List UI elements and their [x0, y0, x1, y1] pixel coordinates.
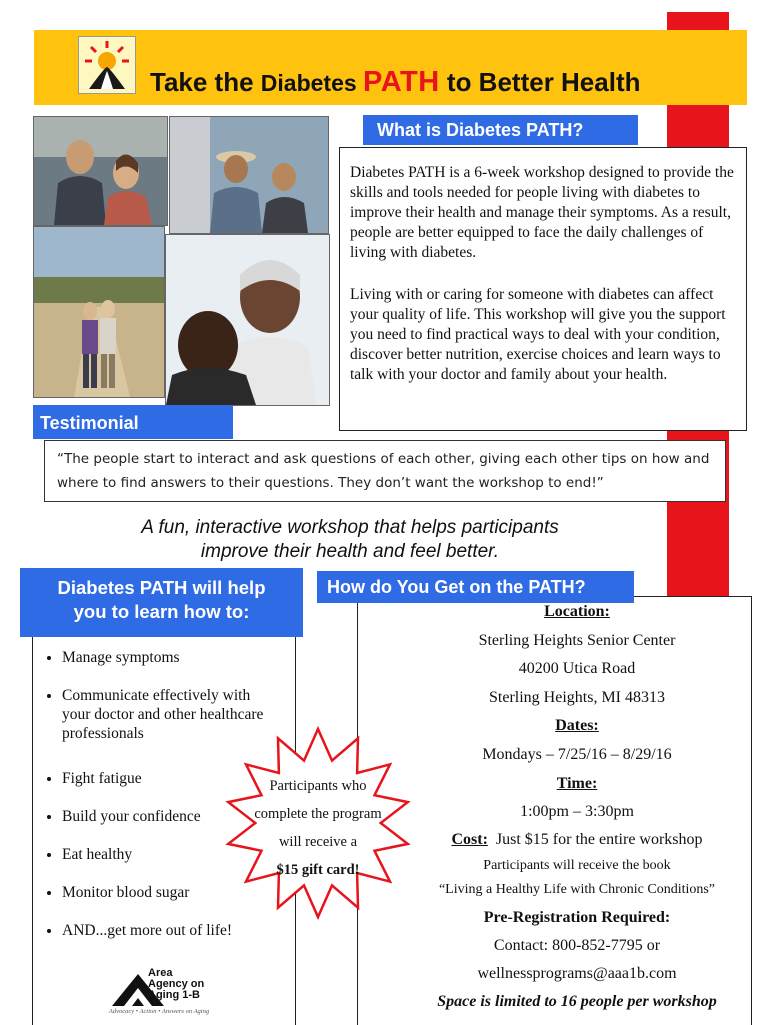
starburst-line-3: will receive a	[278, 834, 358, 850]
location-street: 40200 Utica Road	[518, 660, 636, 677]
page-title: Take the Diabetes PATH to Better Health	[150, 66, 641, 98]
get-on-content	[392, 600, 762, 1020]
starburst-line-4: $15 gift card!	[276, 862, 360, 878]
book-title: “Living a Healthy Life with Chronic Conditions”	[438, 882, 716, 897]
testimonial-quote: “The people start to interact and ask questions of each other, giving each other tips on how and where to find answers to their questions. They don’t want the workshop to end!”	[44, 440, 726, 502]
agency-line-2: Agency on	[148, 978, 205, 990]
location-label: Location:	[544, 603, 610, 620]
tagline-line-1: A fun, interactive workshop that helps participants	[141, 517, 559, 538]
photo-older-couple-hats	[169, 116, 329, 234]
cost-label: Cost:	[451, 831, 488, 848]
photo-couple-laughing	[33, 116, 168, 226]
what-is-paragraph-2: Living with or caring for someone with diabetes can affect your quality of life. This workshop will give you the support you need to find practical ways to deal with your condition, discover better nutrition, exercise choices and learn ways to talk with your doctor and family about your health.	[350, 286, 726, 383]
list-item: • Fight fatigue	[62, 769, 284, 788]
contact-email: wellnessprograms@aaa1b.com	[477, 965, 677, 982]
what-is-label: What is Diabetes PATH?	[363, 115, 638, 145]
time-label: Time:	[556, 775, 598, 792]
tagline-line-2: improve their health and feel better.	[200, 541, 500, 562]
list-item: • Communicate effectively with your doctor and other healthcare professionals	[62, 686, 284, 743]
time-value: 1:00pm – 3:30pm	[520, 803, 634, 820]
dates-label: Dates:	[555, 717, 599, 734]
agency-logo	[84, 968, 234, 1020]
space-limit: Space is limited to 16 people per workshop	[437, 993, 717, 1010]
list-item: • AND...get more out of life!	[62, 921, 284, 940]
photo-couple-smiling	[165, 234, 330, 406]
agency-line-1: Area	[148, 967, 173, 979]
get-on-label: How do You Get on the PATH?	[317, 571, 634, 603]
path-logo-icon	[78, 36, 136, 94]
starburst-line-1: Participants who	[269, 778, 367, 794]
agency-motto: Advocacy • Action • Answers on Aging	[108, 1008, 210, 1015]
learn-label: Diabetes PATH will help you to learn how to:	[20, 568, 303, 637]
list-item: • Manage symptoms	[62, 648, 284, 667]
photo-couple-walking	[33, 226, 165, 398]
starburst-line-2: complete the program	[254, 806, 382, 822]
list-item: • Eat healthy	[62, 845, 284, 864]
book-line: Participants will receive the book	[483, 858, 671, 873]
agency-line-3: Aging 1-B	[148, 989, 200, 1001]
location-city: Sterling Heights, MI 48313	[489, 689, 665, 706]
contact-phone: Contact: 800-852-7795 or	[493, 937, 661, 954]
dates-value: Mondays – 7/25/16 – 8/29/16	[482, 746, 672, 763]
location-name: Sterling Heights Senior Center	[478, 632, 676, 649]
list-item: • Monitor blood sugar	[62, 883, 284, 902]
list-item: • Build your confidence	[62, 807, 284, 826]
cost-value: Just $15 for the entire workshop	[487, 831, 703, 848]
preregistration: Pre-Registration Required:	[483, 909, 671, 926]
gift-card-starburst	[222, 718, 414, 928]
what-is-box	[339, 147, 747, 431]
testimonial-label: Testimonial	[33, 405, 233, 439]
cost-line	[392, 831, 762, 849]
title-path-word: PATH	[363, 66, 440, 98]
what-is-paragraph-1: Diabetes PATH is a 6-week workshop designed to provide the skills and tools needed for people living with diabetes to improve their health and manage their symptoms. As a result, people are better equipped to face the daily challenges of living with diabetes.	[350, 164, 734, 261]
